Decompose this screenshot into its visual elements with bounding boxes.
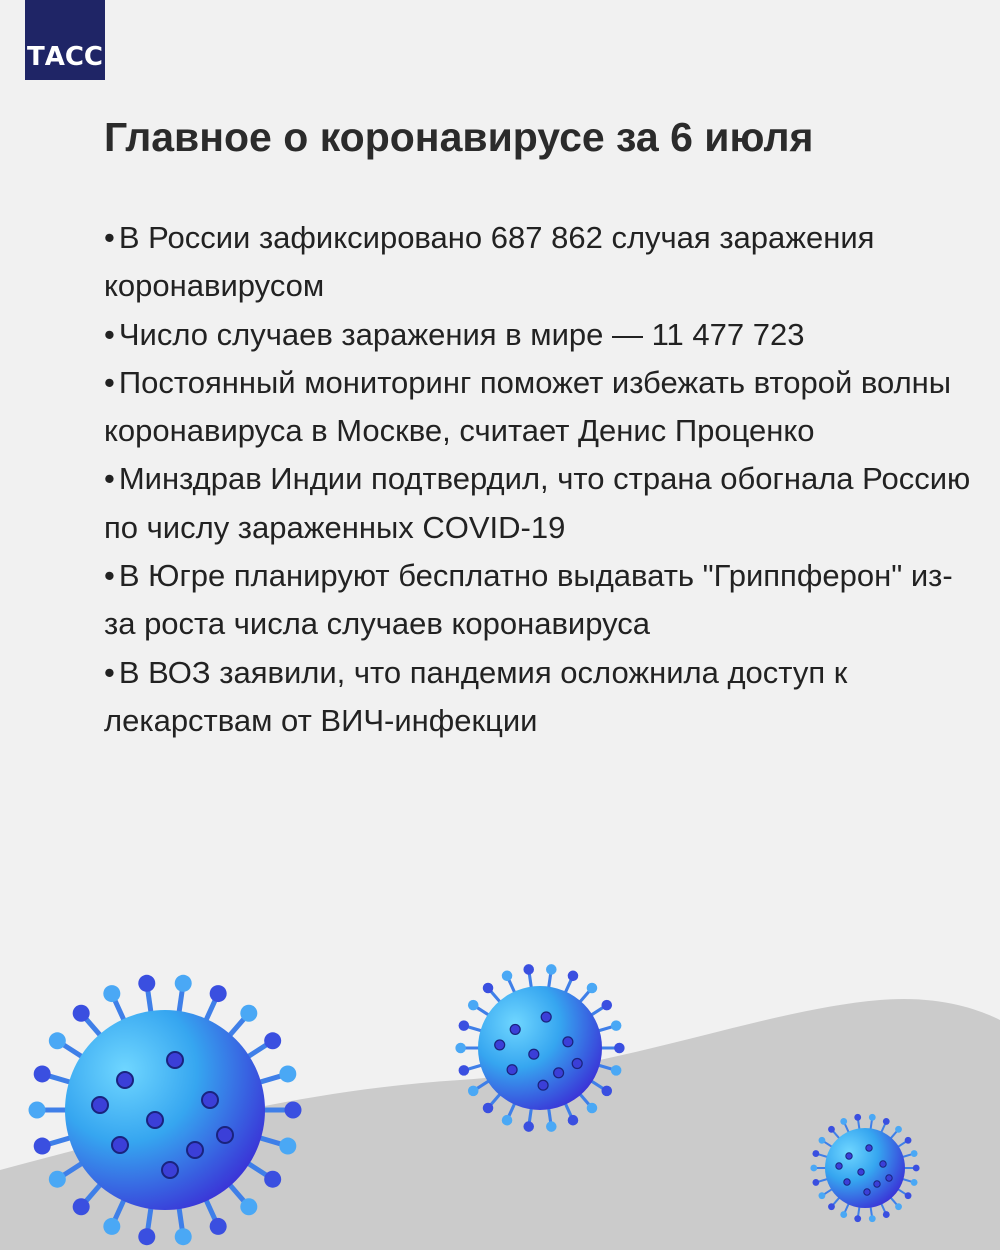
news-text: В ВОЗ заявили, что пандемия осложнила доступ к лекарствам от ВИЧ-инфекции — [104, 654, 848, 738]
news-list — [104, 214, 974, 745]
news-text: Число случаев заражения в мире — 11 477 723 — [118, 316, 805, 352]
news-item — [104, 649, 974, 746]
news-item — [104, 552, 974, 649]
bullet: • — [104, 654, 115, 690]
logo-text: ТАСС — [26, 42, 104, 72]
news-item — [104, 214, 974, 311]
news-text: Минздрав Индии подтвердил, что страна обогнала Россию по числу зараженных COVID-19 — [104, 461, 971, 545]
tass-logo — [25, 0, 105, 80]
page-title: Главное о коронавирусе за 6 июля — [104, 114, 814, 160]
bullet: • — [104, 558, 115, 594]
news-item — [104, 455, 974, 552]
news-item — [104, 359, 974, 456]
news-text: В России зафиксировано 687 862 случая заражения коронавирусом — [104, 220, 875, 304]
bullet: • — [104, 316, 115, 352]
bullet: • — [104, 364, 115, 400]
bullet: • — [104, 461, 115, 497]
news-item — [104, 311, 974, 359]
bullet: • — [104, 220, 115, 255]
news-text: В Югре планируют бесплатно выдавать "Гриппферон" из-за роста числа случаев коронавируса — [104, 558, 953, 642]
news-text: Постоянный мониторинг поможет избежать второй волны коронавируса в Москве, считает Денис Проценко — [104, 364, 952, 449]
